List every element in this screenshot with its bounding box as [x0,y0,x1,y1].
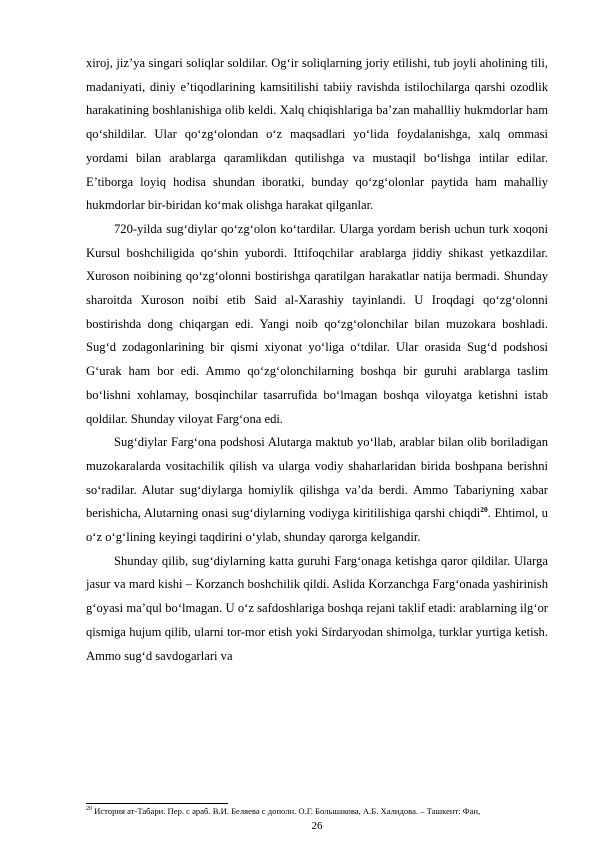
page-number: 26 [311,820,323,832]
footnote-separator [86,803,228,804]
paragraph-3-text-before-ref: Sug‘diylar Farg‘ona podshosi Alutarga maktub yo‘llab, arablar bilan olib boriladigan muzokaralarda vositachilik qilish va ularga vodiy shaharlaridan birida boshpana berishni so‘radilar. Alutar sug‘diylarga homiylik qilishga va’da berdi. Ammo Tabariyning xabar berishicha, Alutarning onasi sug‘diylarning vodiyga kiritilishiga qarshi chiqdi [86,435,548,521]
paragraph-4: Shunday qilib, sug‘diylarning katta guruhi Farg‘onaga ketishga qaror qildilar. Ularga jasur va mard kishi – Korzanch boshchilik qildi. Aslida Korzanchga Farg‘onada yashirinish g‘oyasi ma’qul bo‘lmagan. U o‘z safdoshlariga boshqa rejani taklif etadi: arablarning ilg‘or qismiga hujum qilib, ularni tor-mor etish yoki Sirdaryodan shimolga, turklar yurtiga ketish. Ammo sug‘d savdogarlari va [86,553,548,663]
paragraph-2: 720-yilda sug‘diylar qo‘zg‘olon ko‘tardilar. Ularga yordam berish uchun turk xoqoni Kursul boshchiligida qo‘shin yubordi. Ittifoqchilar arablarga jiddiy shikast yetkazdilar. Xuroson noibining qo‘zg‘olonni bostirishga qaratilgan harakatlar natija bermadi. Shunday sharoitda Xuroson noibi etib Said al-Xarashiy tayinlandi. U Iroqdagi qo‘zg‘olonni bostirishda dong chiqargan edi. Yangi noib qo‘zg‘olonchilar bilan muzokara boshladi. Sug‘d zodagonlarining bir qismi xiyonat yo‘liga o‘tdilar. Ular orasida Sug‘d podshosi G‘urak ham bor edi. Ammo qo‘zg‘olonchilarning boshqa bir guruhi arablarga taslim bo‘lishni xohlamay, bosqinchilar tasarrufida bo‘lmagan boshqa viloyatga ketishni istab qoldilar. Shunday viloyat Farg‘ona edi. [86,221,548,426]
footnote [86,806,556,817]
paragraph-3-text-after-ref: . Ehtimol, u o‘z o‘g‘lining keyingi taqdirini o‘ylab, shunday qarorga kelgandir. [86,506,548,545]
body-text [86,52,548,668]
paragraph-1: xiroj, jiz’ya singari soliqlar soldilar. Og‘ir soliqlarning joriy etilishi, tub joyli aholining tili, madaniyati, diniy e’tiqodlarining kamsitilishi tabiiy ravishda istilochilarga qarshi ozodlik harakatining boshlanishiga olib keldi. Xalq chiqishlariga ba’zan mahallliy hukmdorlar ham qo‘shildilar. Ular qo‘zg‘olondan o‘z maqsadlari yo‘lida foydalanishga, xalq ommasi yordami bilan arablarga qaramlikdan qutilishga va mustaqil bo‘lishga intilar edilar. E’tiborga loyiq hodisa shundan iboratki, bunday qo‘zg‘olonlar paytida ham mahalliy hukmdorlar bir-biridan ko‘mak olishga harakat qilganlar. [86,56,548,213]
footnote-number: 20 [86,806,92,813]
footnote-text: История ат-Табари. Пер. с араб. В.И. Беляева с дополн. О.Г. Большакова, А.Б. Халидова. – Ташкент: Фан, [92,806,481,816]
paragraph-3 [86,431,548,550]
footnote-reference[interactable]: 20 [480,505,488,515]
page-body [86,52,548,668]
